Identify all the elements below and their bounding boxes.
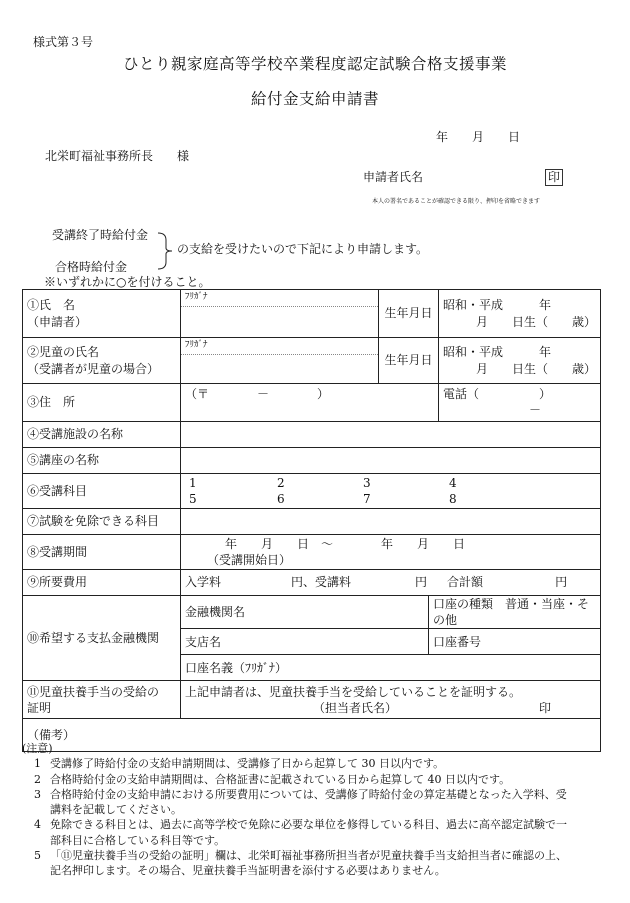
bank-section-label: ⑩希望する支払金融機関 — [23, 596, 181, 681]
child-sublabel: （受講者が児童の場合） — [27, 361, 160, 376]
account-type-options[interactable]: 普通・当座・その他 — [433, 597, 590, 628]
address-field[interactable] — [181, 384, 439, 422]
brace-icon — [157, 230, 177, 272]
row-facility — [23, 422, 601, 448]
row-bank — [23, 596, 601, 629]
notes-heading: (注意) — [22, 742, 53, 755]
exempt-field[interactable] — [181, 509, 601, 535]
form-number: 様式第３号 — [33, 35, 94, 49]
applicant-name-label: 申請者氏名 — [363, 170, 424, 184]
fees-field[interactable]: 入学料 円、受講料 円 合計額 円 — [181, 570, 601, 596]
row-child-name — [23, 338, 601, 384]
furigana-label: ﾌﾘｶﾞﾅ — [185, 292, 208, 302]
applicant-birthdate-field[interactable]: 昭和・平成 年 月 日生（ 歳） — [439, 290, 601, 338]
account-holder-field[interactable]: 口座名義（ﾌﾘｶﾞﾅ） — [181, 655, 601, 681]
furigana-label: ﾌﾘｶﾞﾅ — [185, 340, 208, 350]
row-allowance-cert: ⑪児童扶養手当の受給の 証明 上記申請者は、児童扶養手当を受給していることを証明する。 （担当者氏名） 印 — [23, 681, 601, 719]
row-period — [23, 535, 601, 570]
form-title-line1: ひとり親家庭高等学校卒業程度認定試験合格支援事業 — [122, 55, 507, 73]
application-form-table — [22, 289, 601, 752]
postal-code: （〒 － ） — [185, 387, 330, 401]
applicant-sublabel: （申請者） — [27, 314, 88, 329]
option-pass-benefit[interactable]: 合格時給付金 — [55, 260, 128, 274]
account-type-field[interactable]: 口座の種類 普通・当座・その他 — [429, 596, 601, 629]
option-completion-benefit[interactable]: 受講終了時給付金 — [52, 228, 149, 242]
applicant-label: ①氏 名 — [27, 298, 76, 313]
applicant-name-field[interactable] — [181, 290, 379, 338]
fees-label: ⑨所要費用 — [23, 570, 181, 596]
allowance-cert-field[interactable]: 上記申請者は、児童扶養手当を受給していることを証明する。 （担当者氏名） 印 — [181, 681, 601, 719]
branch-name-field[interactable]: 支店名 — [181, 629, 429, 655]
exempt-label: ⑦試験を免除できる科目 — [23, 509, 181, 535]
date-line: 年 月 日 — [436, 130, 521, 144]
instruction: ※いずれかに○を付けること。 — [44, 275, 211, 289]
child-birthdate-field[interactable]: 昭和・平成 年 月 日生（ 歳） — [439, 338, 601, 384]
row-course — [23, 448, 601, 474]
note-item: 3 合格時給付金の支給申請における所要費用については、受講修了時給付金の算定基礎となった入学料、受 — [34, 787, 567, 801]
account-number-field[interactable]: 口座番号 — [429, 629, 601, 655]
row-subjects — [23, 474, 601, 509]
facility-label: ④受講施設の名称 — [23, 422, 181, 448]
allowance-cert-label: ⑪児童扶養手当の受給の — [27, 684, 160, 699]
address-label: ③住 所 — [23, 384, 181, 422]
request-text: の支給を受けたいので下記により申請します。 — [177, 242, 429, 256]
phone-field[interactable]: 電話（ ） － — [439, 384, 601, 422]
note-item: 1 受講修了時給付金の支給申請期間は、受講修了日から起算して 30 日以内です。 — [34, 757, 445, 771]
bank-name-field[interactable]: 金融機関名 — [181, 596, 429, 629]
facility-field[interactable] — [181, 422, 601, 448]
period-label: ⑧受講期間 — [23, 535, 181, 570]
row-fees — [23, 570, 601, 596]
birthdate-label: 生年月日 — [379, 290, 439, 338]
row-address — [23, 384, 601, 422]
signature-note: 本人の署名であることが確認できる限り、押印を省略できます — [372, 198, 541, 205]
notes-section: (注意) 1 受講修了時給付金の支給申請期間は、受講修了日から起算して 30 日以内です。 2 合格時給付金の支給申請期間は、合格証書に記載されている日から起算して 40 日以内です。 3 合格時給付金の支給申請における所要費用については、受講修了時給付金の算定基礎となった入学料、受 講料を記載してください。 4 免除できる科目とは、過去に高等学校で免除に必要な単位を修得している科目、過去に高卒認定試験で一 部科目に合格している科目等です。 5 「⑪児童扶養手当の受給の証明」欄は、北栄町福祉事務所担当者が児童扶養手当支給担当者に確認の上、 記名押印します。その場合、児童扶養手当証明書を添付する必要はありません。 — [22, 741, 612, 879]
remarks-field[interactable]: （備考） — [23, 719, 601, 752]
row-applicant-name — [23, 290, 601, 338]
child-label: ②児童の氏名 — [27, 345, 100, 360]
subjects-label: ⑥受講科目 — [23, 474, 181, 509]
note-item: 5 「⑪児童扶養手当の受給の証明」欄は、北栄町福祉事務所担当者が児童扶養手当支給担当者に確認の上、 — [34, 849, 567, 863]
course-label: ⑤講座の名称 — [23, 448, 181, 474]
subjects-field[interactable]: 1 2 3 4 5 6 7 8 — [181, 474, 601, 509]
note-item: 2 合格時給付金の支給申請期間は、合格証書に記載されている日から起算して 40 日以内です。 — [34, 772, 511, 786]
row-exempt-subjects — [23, 509, 601, 535]
officer-seal: 印 — [539, 700, 552, 715]
officer-name-label: （担当者氏名） — [313, 700, 398, 715]
form-title-line2: 給付金支給申請書 — [250, 90, 379, 108]
note-item: 4 免除できる科目とは、過去に高等学校で免除に必要な単位を修得している科目、過去に高卒認定試験で一 — [34, 818, 567, 832]
child-name-field[interactable] — [181, 338, 379, 384]
seal-mark: 印 — [545, 169, 563, 186]
period-field[interactable]: 年 月 日 ～ 年 月 日 （受講開始日） — [181, 535, 601, 570]
course-field[interactable] — [181, 448, 601, 474]
addressee: 北栄町福祉事務所長 様 — [45, 149, 190, 163]
birthdate-label: 生年月日 — [379, 338, 439, 384]
